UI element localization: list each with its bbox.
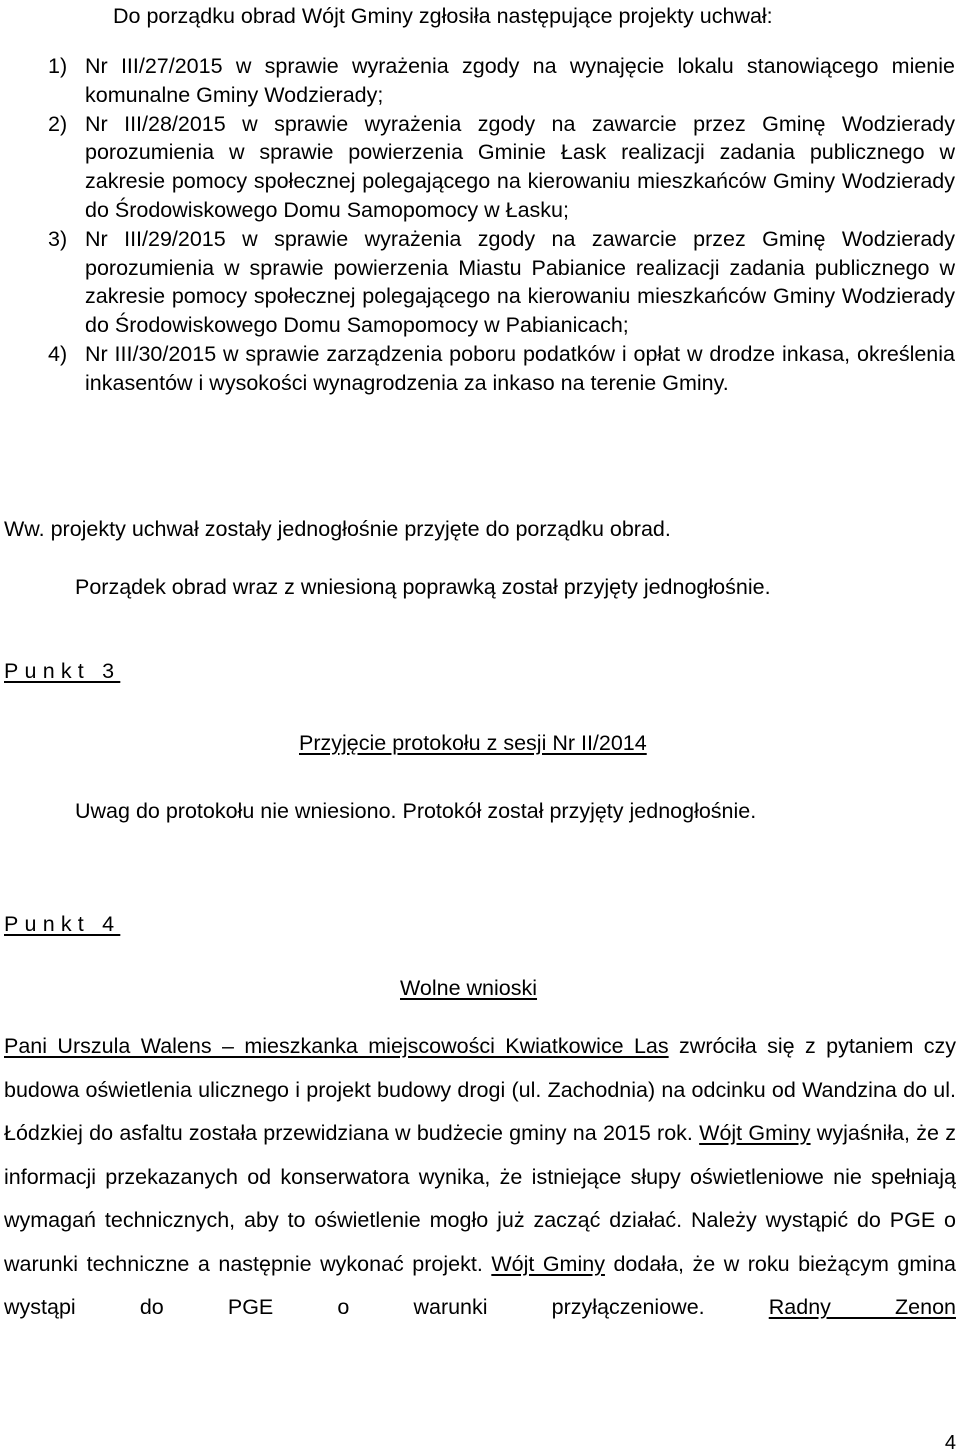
item-text: Nr III/30/2015 w sprawie zarządzenia poboru podatków i opłat w drodze inkasa, określenia inkasentów i wysokości wynagrodzenia za inkaso na terenie Gminy. xyxy=(85,341,955,395)
paragraph-text: zwróciła się z pytaniem czy budowa oświetlenia ulicznego i projekt budowy drogi (ul. Zachodnia) na odcinku od Wandzina do ul. Łódzkiej do asfaltu została przewidziana w budżecie gminy na 2015 rok. xyxy=(4,1034,956,1145)
list-item xyxy=(48,52,955,110)
speaker-radny-zenon: Radny Zenon xyxy=(768,1295,956,1319)
punkt-3-title: Przyjęcie protokołu z sesji Nr II/2014 xyxy=(299,731,647,755)
item-text: Nr III/28/2015 w sprawie wyrażenia zgody na zawarcie przez Gminę Wodzierady porozumienia w sprawie powierzenia Gminie Łask realizacji zadania publicznego w zakresie pomocy społecznej polegającego na kierowaniu mieszkańców Gminy Wodzierady do Środowiskowego Domu Samopomocy w Łasku; xyxy=(85,111,955,222)
list-item xyxy=(48,110,955,225)
item-number: 2) xyxy=(48,111,68,136)
paragraph-text: wyjaśniła, że z informacji przekazanych od konserwatora wynika, że istniejące słupy oświetleniowe nie spełniają wymagań technicznych, aby to oświetlenie mogło już zacząć działać. Należy wystąpić do PGE o warunki techniczne a następnie wykonać projekt. xyxy=(4,1121,956,1276)
item-number: 3) xyxy=(48,226,68,251)
item-text: Nr III/27/2015 w sprawie wyrażenia zgody na wynajęcie lokalu stanowiącego mienie komunalne Gminy Wodzierady; xyxy=(85,54,955,107)
accepted-projects-text: Ww. projekty uchwał zostały jednogłośnie przyjęte do porządku obrad. xyxy=(4,517,671,541)
paragraph-text: dodała, że w roku bieżącym gmina wystąpi do PGE o warunki przyłączeniowe. xyxy=(4,1251,956,1319)
projects-list xyxy=(48,52,955,398)
punkt-3-text: Uwag do protokołu nie wniesiono. Protokół został przyjęty jednogłośnie. xyxy=(75,799,757,823)
punkt-4-title: Wolne wnioski xyxy=(400,976,538,1000)
speaker-wojt-gminy: Wójt Gminy xyxy=(491,1251,605,1276)
item-text: Nr III/29/2015 w sprawie wyrażenia zgody na zawarcie przez Gminę Wodzierady porozumienia w sprawie powierzenia Miastu Pabianice realizacji zadania publicznego w zakresie pomocy społecznej polegającego na kierowaniu mieszkańców Gminy Wodzierady do Środowiskowego Domu Samopomocy w Pabianicach; xyxy=(85,226,955,338)
page-number: 4 xyxy=(944,1432,956,1454)
agenda-accepted-text: Porządek obrad wraz z wniesioną poprawką został przyjęty jednogłośnie. xyxy=(75,575,771,599)
punkt-4-heading: Punkt 4 xyxy=(4,912,121,936)
speaker-urszula-walens: Pani Urszula Walens – mieszkanka miejscowości Kwiatkowice Las xyxy=(4,1034,669,1058)
speaker-wojt-gminy: Wójt Gminy xyxy=(699,1121,811,1145)
punkt-3-heading: Punkt 3 xyxy=(4,659,121,683)
free-motions-paragraph xyxy=(4,1025,956,1330)
intro-text: Do porządku obrad Wójt Gminy zgłosiła następujące projekty uchwał: xyxy=(113,4,773,28)
list-item xyxy=(48,225,955,340)
list-item xyxy=(48,340,955,398)
item-number: 1) xyxy=(48,54,68,78)
item-number: 4) xyxy=(48,341,68,366)
